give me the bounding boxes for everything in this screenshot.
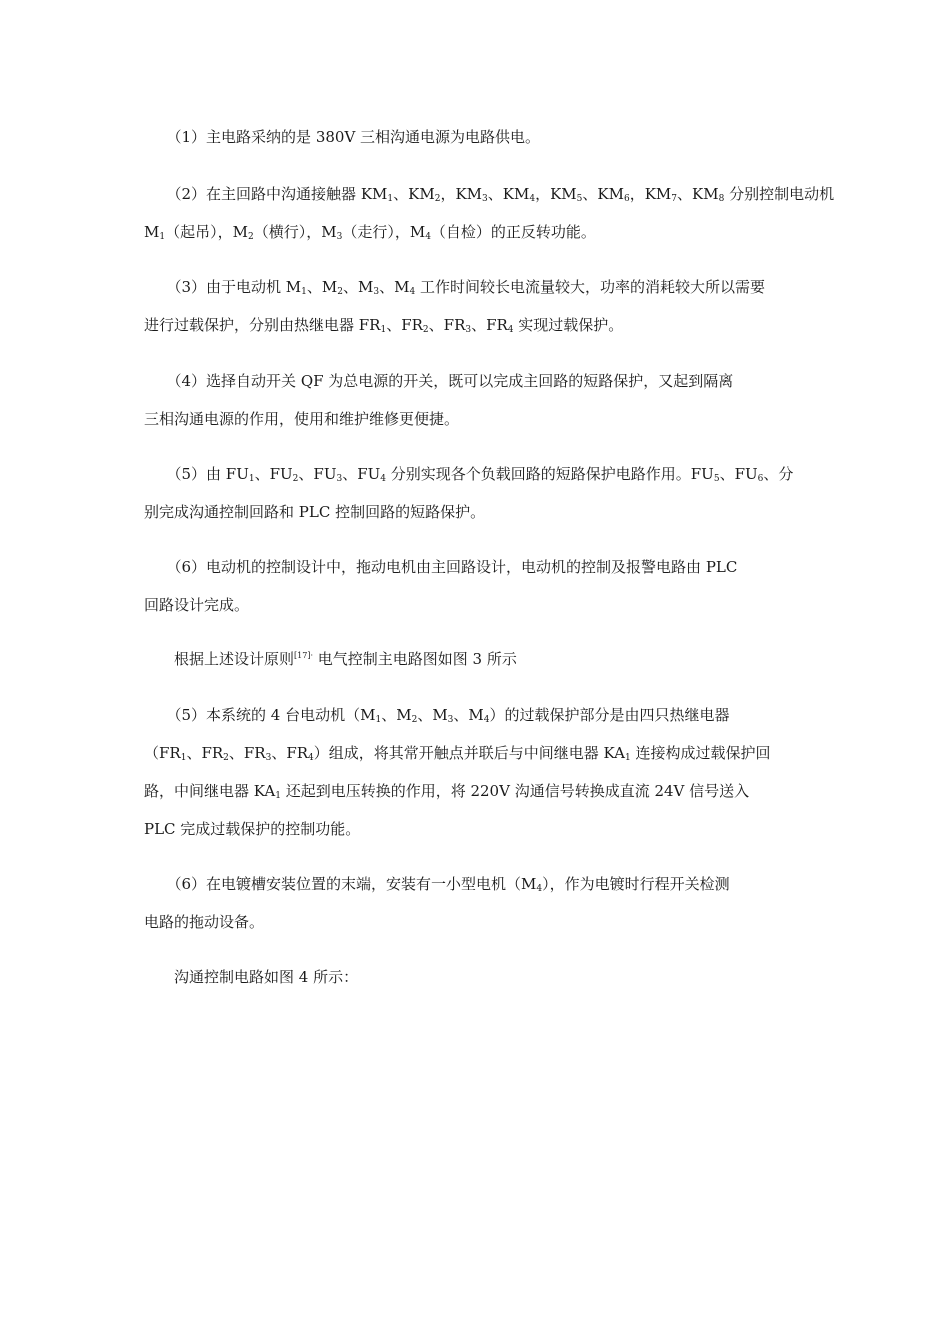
subscript: 2	[292, 474, 299, 484]
subscript: 4	[507, 325, 514, 335]
paragraph-6	[144, 548, 804, 624]
text-run: （5）由 FU	[144, 465, 249, 483]
subscript: 4	[380, 474, 386, 484]
text-run: 三相沟通电源的作用，使用和维护维修更便捷。	[144, 410, 460, 428]
text-run: ，KM	[535, 185, 577, 203]
subscript: 1	[180, 753, 187, 763]
text-run: 回路设计完成。	[144, 596, 250, 614]
subscript: 4	[536, 884, 543, 894]
subscript: 3	[336, 474, 343, 484]
subscript: 3	[336, 232, 343, 242]
text-line	[144, 903, 804, 941]
subscript: 3	[465, 325, 472, 335]
subscript: 2	[337, 287, 343, 297]
text-run: 、FU	[719, 465, 758, 483]
text-run: 、KM	[487, 185, 530, 203]
text-run: 分别实现各个负载回路的短路保护电路作用。FU	[386, 465, 714, 483]
subscript: 2	[434, 194, 441, 204]
text-line	[144, 810, 804, 848]
text-line	[144, 493, 804, 531]
subscript: 7	[671, 194, 677, 204]
text-line	[144, 306, 804, 344]
text-line	[144, 640, 804, 678]
subscript: 1	[375, 715, 382, 725]
text-run: （走行），M	[342, 223, 426, 241]
text-run: （自检）的正反转功能。	[430, 223, 596, 241]
text-run: 、FU	[254, 465, 293, 483]
paragraph-8	[144, 696, 804, 848]
text-run: 、KM	[582, 185, 624, 203]
text-run: （6）电动机的控制设计中，拖动电机由主回路设计，电动机的控制及报警电路由 PLC	[144, 558, 738, 576]
paragraph-3	[144, 268, 804, 344]
text-run: （6）在电镀槽安装位置的末端，安装有一小型电机（M	[144, 875, 537, 893]
text-run: 、FR	[271, 744, 309, 762]
paragraph-2	[144, 175, 835, 251]
text-line	[144, 175, 835, 213]
text-run: PLC 完成过载保护的控制功能。	[144, 820, 361, 838]
text-run: （起吊），M	[165, 223, 248, 241]
text-run: 、M	[379, 278, 410, 296]
paragraph-9	[144, 865, 804, 941]
text-run: 路，中间继电器 KA	[144, 782, 276, 800]
text-line	[144, 400, 804, 438]
subscript: 1	[248, 474, 255, 484]
subscript: 1	[301, 287, 307, 297]
text-run: 电路的拖动设备。	[144, 913, 265, 931]
subscript: 1	[624, 753, 631, 763]
text-run: 工作时间较长电流量较大，功率的消耗较大所以需要	[415, 278, 765, 296]
subscript: 1	[387, 194, 394, 204]
text-run: 电气控制主电路图如图 3 所示	[312, 650, 517, 668]
paragraph-7	[144, 640, 804, 678]
text-run: （3）由于电动机 M	[144, 278, 302, 296]
text-run: ）的过载保护部分是由四只热继电器	[489, 706, 730, 724]
subscript: 4	[409, 287, 416, 297]
text-run: 、分	[763, 465, 794, 483]
text-run: 沟通控制电路如图 4 所示：	[144, 968, 359, 986]
text-run: （FR	[144, 744, 181, 762]
text-run: 进行过载保护，分别由热继电器 FR	[144, 316, 381, 334]
subscript: 4	[425, 232, 431, 242]
text-line	[144, 118, 804, 156]
text-run: 、FU	[342, 465, 381, 483]
subscript: 1	[380, 325, 387, 335]
text-run: （横行），M	[253, 223, 337, 241]
text-run: （1）主电路采纳的是 380V 三相沟通电源为电路供电。	[144, 128, 541, 146]
text-run: 、KM	[677, 185, 719, 203]
text-run: 、FR	[186, 744, 224, 762]
text-run: 、FU	[298, 465, 337, 483]
subscript: 5	[713, 474, 720, 484]
text-run: 、KM	[393, 185, 435, 203]
text-run: 、M	[417, 706, 448, 724]
text-run: （2）在主回路中沟通接触器 KM	[144, 185, 388, 203]
text-run: 、M	[381, 706, 412, 724]
subscript: 2	[411, 715, 418, 725]
subscript: 1	[159, 232, 166, 242]
text-run: M	[144, 223, 160, 241]
text-run: 根据上述设计原则	[144, 650, 295, 668]
text-line	[144, 268, 804, 306]
text-run: 、M	[343, 278, 374, 296]
text-line	[144, 213, 804, 251]
text-line	[144, 734, 804, 772]
subscript: 2	[422, 325, 429, 335]
subscript: 5	[576, 194, 583, 204]
text-line	[144, 455, 804, 493]
text-run: 实现过载保护。	[513, 316, 624, 334]
subscript: 8	[718, 194, 725, 204]
subscript: 6	[757, 474, 764, 484]
text-run: ）组成，将其常开触点并联后与中间继电器 KA	[313, 744, 625, 762]
subscript: 2	[247, 232, 254, 242]
text-line	[144, 865, 804, 903]
text-line	[144, 362, 804, 400]
text-run: 别完成沟通控制回路和 PLC 控制回路的短路保护。	[144, 503, 486, 521]
text-line	[144, 958, 804, 996]
subscript: 4	[483, 715, 490, 725]
text-run: 、FR	[228, 744, 266, 762]
subscript: 6	[623, 194, 630, 204]
text-run: （4）选择自动开关 QF 为总电源的开关，既可以完成主回路的短路保护，又起到隔离	[144, 372, 734, 390]
text-line	[144, 548, 804, 586]
text-line	[144, 772, 804, 810]
subscript: 1	[275, 791, 281, 801]
citation-superscript: [17]·	[294, 651, 313, 660]
text-line	[144, 696, 804, 734]
text-run: 、FR	[428, 316, 466, 334]
text-run: ，KM	[440, 185, 483, 203]
subscript: 3	[265, 753, 272, 763]
subscript: 3	[447, 715, 454, 725]
text-run: 连接构成过载保护回	[630, 744, 771, 762]
text-run: 、FR	[386, 316, 423, 334]
subscript: 3	[373, 287, 380, 297]
subscript: 4	[529, 194, 536, 204]
subscript: 2	[223, 753, 229, 763]
text-run: ），作为电镀时行程开关检测	[542, 875, 730, 893]
text-run: 、FR	[471, 316, 508, 334]
text-run: ，KM	[629, 185, 672, 203]
paragraph-10	[144, 958, 804, 996]
subscript: 4	[308, 753, 314, 763]
text-run: 还起到电压转换的作用，将 220V 沟通信号转换成直流 24V 信号送入	[280, 782, 750, 800]
text-run: 分别控制电动机	[724, 185, 835, 203]
text-run: 、M	[453, 706, 484, 724]
paragraph-1	[144, 118, 804, 156]
paragraph-5	[144, 455, 804, 531]
text-run: （5）本系统的 4 台电动机（M	[144, 706, 376, 724]
text-run: 、M	[306, 278, 338, 296]
subscript: 3	[482, 194, 488, 204]
paragraph-4	[144, 362, 804, 438]
text-line	[144, 586, 804, 624]
